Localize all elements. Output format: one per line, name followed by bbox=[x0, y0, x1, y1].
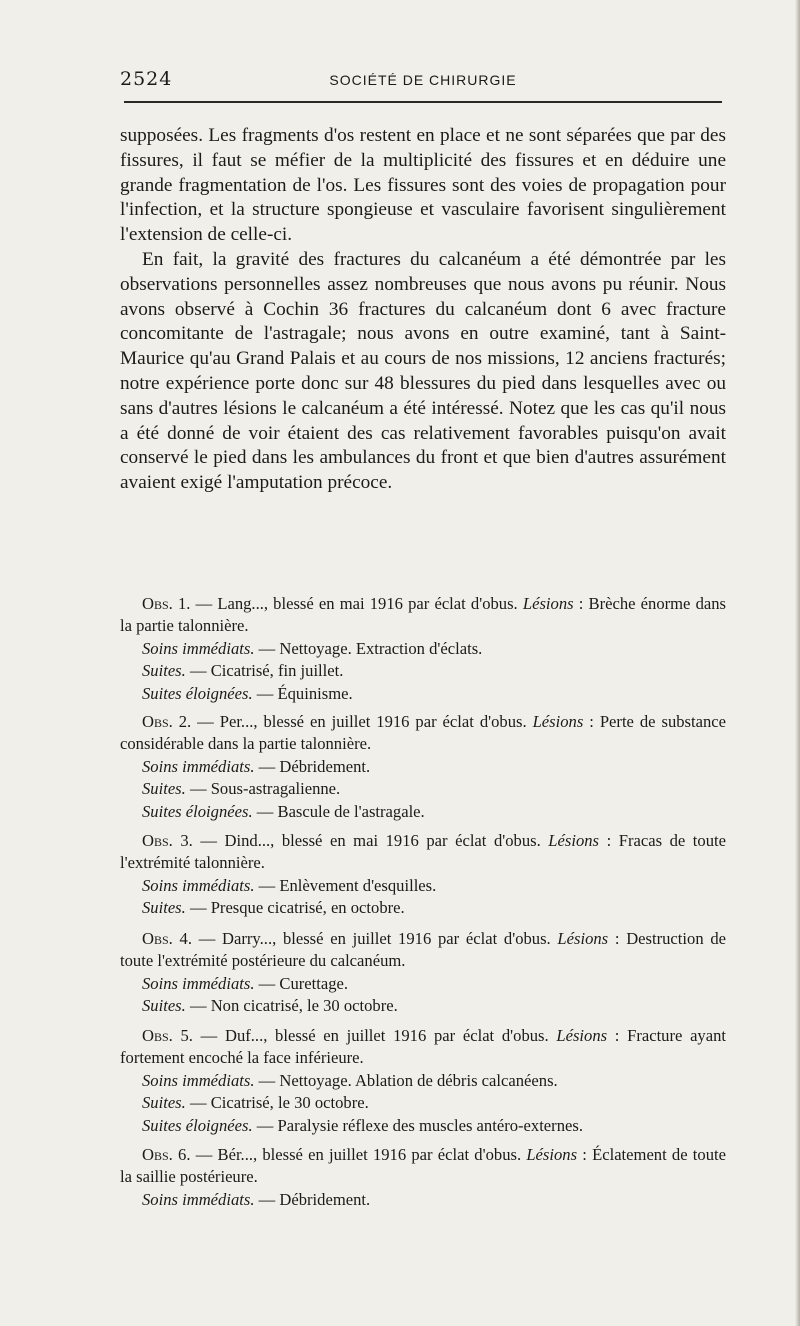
line-label: Suites. bbox=[142, 898, 186, 918]
line-label: Suites éloignées. bbox=[142, 683, 253, 703]
lesions-text: : Éclatement de toute la saillie postérieure. bbox=[120, 1145, 726, 1187]
line-text: — Sous-astragalienne. bbox=[185, 779, 341, 799]
line-label: Soins immédiats. bbox=[142, 973, 255, 993]
lesions-label: Lésions bbox=[532, 712, 584, 731]
line-text: — Cicatrisé, fin juillet. bbox=[185, 661, 344, 681]
observation-line bbox=[120, 995, 726, 1017]
lesions-text: : Fracture ayant fortement encoché la face inférieure. bbox=[120, 1026, 727, 1068]
observation-heading bbox=[120, 830, 726, 875]
observation-1 bbox=[120, 593, 726, 705]
line-text: — Nettoyage. Ablation de débris calcanéens. bbox=[254, 1070, 558, 1090]
lesions-text: : Brèche énorme dans la partie talonnière. bbox=[120, 594, 726, 636]
observation-number: Obs. 6. bbox=[142, 1145, 191, 1164]
line-text: — Nettoyage. Extraction d'éclats. bbox=[254, 638, 483, 658]
lesions-text: : Perte de substance considérable dans la partie talonnière. bbox=[120, 712, 726, 754]
observation-number: Obs. 2. bbox=[142, 712, 192, 731]
lesions-text: : Fracas de toute l'extrémité talonnière. bbox=[120, 831, 726, 873]
observation-4 bbox=[120, 928, 726, 1018]
line-label: Soins immédiats. bbox=[142, 638, 255, 658]
observation-line bbox=[120, 897, 726, 919]
observation-6 bbox=[120, 1144, 726, 1211]
observation-number: Obs. 5. bbox=[142, 1026, 193, 1045]
line-label: Soins immédiats. bbox=[142, 1070, 255, 1090]
line-label: Soins immédiats. bbox=[142, 1189, 255, 1209]
observation-line bbox=[120, 683, 726, 705]
page-edge-shadow bbox=[795, 0, 800, 1326]
observation-line bbox=[120, 756, 726, 778]
line-label: Suites. bbox=[142, 779, 186, 799]
line-label: Soins immédiats. bbox=[142, 875, 255, 895]
observation-line bbox=[120, 973, 726, 995]
line-label: Soins immédiats. bbox=[142, 756, 255, 776]
lesions-label: Lésions bbox=[522, 594, 574, 613]
lesions-label: Lésions bbox=[557, 929, 609, 948]
line-text: — Non cicatrisé, le 30 octobre. bbox=[185, 996, 398, 1016]
observation-line bbox=[120, 778, 726, 800]
observation-line bbox=[120, 1070, 726, 1092]
line-text: — Paralysie réflexe des muscles antéro-externes. bbox=[252, 1115, 583, 1135]
paragraph-continuation: supposées. Les fragments d'os restent en place et ne sont séparées que par des fissures, il faut se méfier de la multiplicité des fissures et en déduire une grande fragmentation de l'os. Les fissures sont des voies de propagation pour l'infection, et la structure spongieuse et vasculaire favorisent singulièrement l'extension de celle-ci. bbox=[120, 125, 726, 246]
observation-line bbox=[120, 1115, 726, 1137]
lesions-text: : Destruction de toute l'extrémité postérieure du calcanéum. bbox=[120, 929, 726, 971]
line-label: Suites. bbox=[142, 661, 186, 681]
line-label: Suites. bbox=[142, 1093, 186, 1113]
observation-text: — Darry..., blessé en juillet 1916 par éclat d'obus. bbox=[191, 929, 558, 948]
line-text: — Presque cicatrisé, en octobre. bbox=[185, 898, 405, 918]
observation-heading bbox=[120, 928, 726, 973]
observation-heading bbox=[120, 711, 726, 756]
observation-5 bbox=[120, 1025, 726, 1137]
line-text: — Équinisme. bbox=[252, 683, 353, 703]
line-text: — Débridement. bbox=[254, 756, 371, 776]
line-label: Suites éloignées. bbox=[142, 1115, 253, 1135]
observation-heading bbox=[120, 1025, 726, 1070]
lesions-label: Lésions bbox=[556, 1026, 608, 1045]
observation-3 bbox=[120, 830, 726, 920]
observation-number: Obs. 1. bbox=[142, 594, 191, 613]
observation-text: — Dind..., blessé en mai 1916 par éclat d'obus. bbox=[192, 831, 549, 850]
line-text: — Bascule de l'astragale. bbox=[252, 801, 425, 821]
body-text bbox=[120, 124, 726, 496]
observation-2 bbox=[120, 711, 726, 823]
observation-text: — Lang..., blessé en mai 1916 par éclat d'obus. bbox=[190, 594, 523, 613]
header-rule bbox=[124, 101, 722, 103]
observation-line bbox=[120, 1189, 726, 1211]
observation-line bbox=[120, 1092, 726, 1114]
line-label: Suites. bbox=[142, 996, 186, 1016]
observation-heading bbox=[120, 593, 726, 638]
observation-line bbox=[120, 801, 726, 823]
line-label: Suites éloignées. bbox=[142, 801, 253, 821]
page-header bbox=[120, 62, 726, 92]
observation-text: — Duf..., blessé en juillet 1916 par éclat d'obus. bbox=[192, 1026, 557, 1045]
lesions-label: Lésions bbox=[526, 1145, 578, 1164]
observation-number: Obs. 4. bbox=[142, 929, 192, 948]
observation-text: — Bér..., blessé en juillet 1916 par éclat d'obus. bbox=[190, 1145, 527, 1164]
line-text: — Curettage. bbox=[254, 973, 349, 993]
observation-heading bbox=[120, 1144, 726, 1189]
observation-line bbox=[120, 875, 726, 897]
running-title: SOCIÉTÉ DE CHIRURGIE bbox=[329, 72, 517, 88]
line-text: — Débridement. bbox=[254, 1189, 371, 1209]
paragraph: En fait, la gravité des fractures du calcanéum a été démontrée par les observations personnelles assez nombreuses que nous avons pu réunir. Nous avons observé à Cochin 36 fractures du calcanéum dont 6 avec fracture concomitante de l'astragale; nous avons en outre examiné, tant à Saint-Maurice qu'au Grand Palais et au cours de nos missions, 12 anciens fracturés; notre expérience porte donc sur 48 blessures du pied dans lesquelles avec ou sans d'autres lésions le calcanéum a été intéressé. Notez que les cas qu'il nous a été donné de voir étaient des cas relativement favorables puisqu'on avait conservé le pied dans les ambulances du front et que bien d'autres assurément avaient exigé l'amputation précoce. bbox=[120, 248, 726, 494]
observation-line bbox=[120, 660, 726, 682]
observation-text: — Per..., blessé en juillet 1916 par éclat d'obus. bbox=[191, 712, 533, 731]
line-text: — Cicatrisé, le 30 octobre. bbox=[185, 1093, 369, 1113]
lesions-label: Lésions bbox=[548, 831, 600, 850]
line-text: — Enlèvement d'esquilles. bbox=[254, 875, 437, 895]
observation-line bbox=[120, 638, 726, 660]
page-number: 2524 bbox=[120, 68, 173, 90]
observation-number: Obs. 3. bbox=[142, 831, 193, 850]
